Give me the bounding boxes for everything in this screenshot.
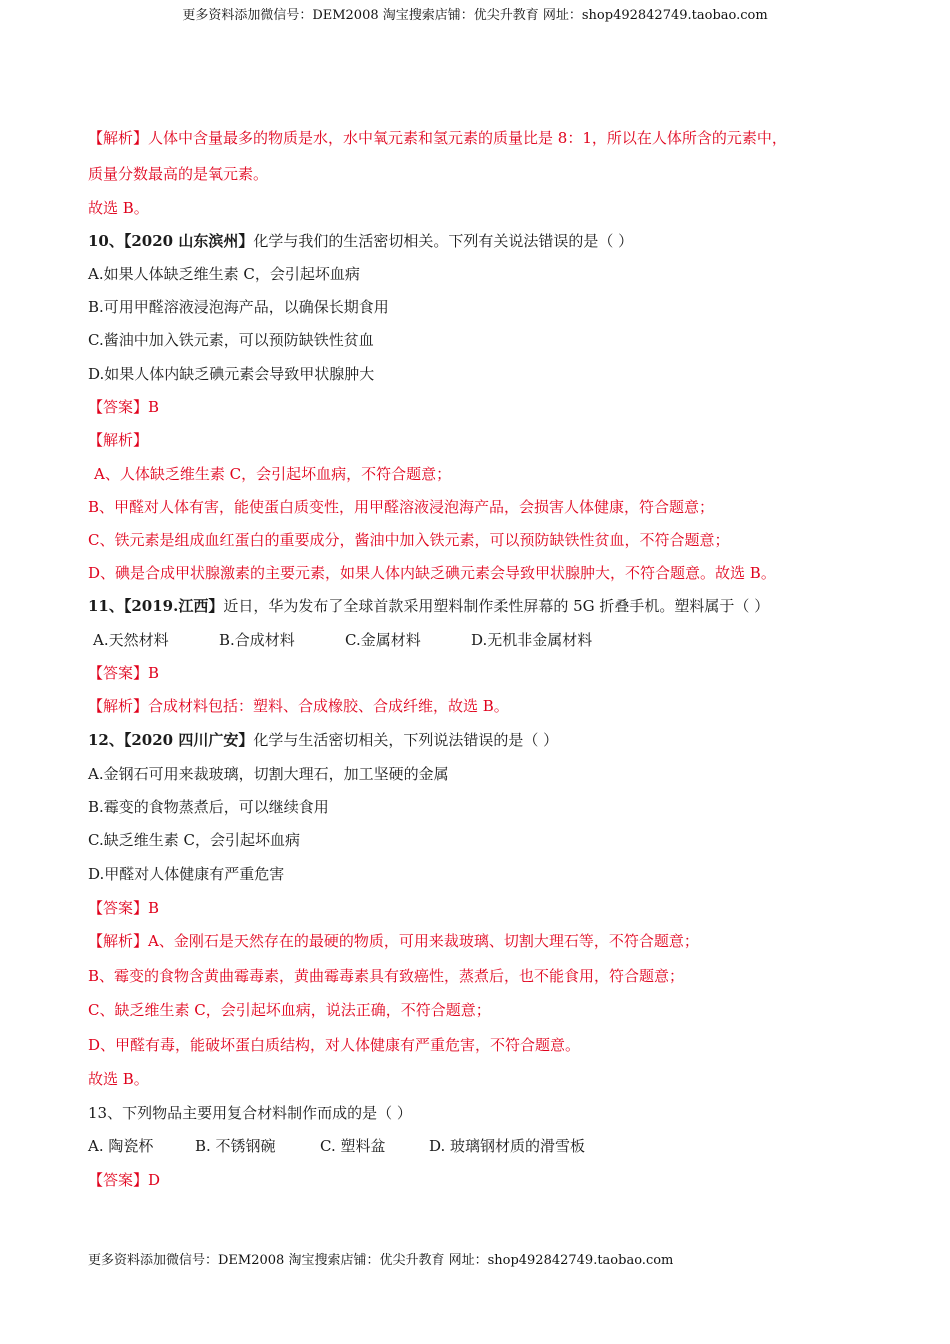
question-text: 近日，华为发布了全球首款采用塑料制作柔性屏幕的 5G 折叠手机。塑料属于（ ） (223, 597, 770, 615)
question-10-stem (88, 231, 633, 251)
analysis-text: 人体中含量最多的物质是水，水中氧元素和氢元素的质量比是 8：1，所以在人体所含的元素中， (148, 129, 787, 147)
q12-analysis-b: B、霉变的食物含黄曲霉毒素，黄曲霉毒素具有致癌性，蒸煮后，也不能食用，符合题意； (88, 967, 685, 985)
analysis-tag: 【解析】 (88, 697, 149, 715)
question-source: 【2020 四川广安】 (123, 731, 254, 749)
question-11-stem (88, 596, 769, 616)
q10-option-c: C.酱油中加入铁元素，可以预防缺铁性贫血 (88, 331, 374, 349)
q10-analysis-d: D、碘是合成甲状腺激素的主要元素，如果人体内缺乏碘元素会导致甲状腺肿大，不符合题意。故选 B。 (88, 564, 776, 582)
q12-answer (88, 898, 159, 918)
q11-option-c: C.金属材料 (345, 631, 421, 649)
q10-analysis-c: C、铁元素是组成血红蛋白的重要成分，酱油中加入铁元素，可以预防缺铁性贫血，不符合题意； (88, 531, 730, 549)
page-footer: 更多资料添加微信号：DEM2008 淘宝搜索店铺：优尖升教育 网址：shop492842749.taobao.com (88, 1253, 674, 1268)
q13-option-b: B. 不锈钢碗 (195, 1137, 276, 1155)
question-source: 【2020 山东滨州】 (123, 232, 254, 250)
q13-answer (88, 1170, 160, 1190)
prev-conclusion: 故选 B。 (88, 199, 149, 217)
q10-analysis-a: A、人体缺乏维生素 C，会引起坏血病，不符合题意； (94, 465, 452, 483)
q12-analysis-c: C、缺乏维生素 C，会引起坏血病，说法正确，不符合题意； (88, 1001, 491, 1019)
answer-value: B (148, 398, 160, 416)
q13-option-a: A. 陶瓷杯 (88, 1137, 154, 1155)
answer-tag: 【答案】 (88, 1171, 149, 1189)
question-number: 10、 (88, 232, 124, 250)
answer-tag: 【答案】 (88, 899, 149, 917)
question-text: 化学与生活密切相关，下列说法错误的是（ ） (253, 731, 559, 749)
q12-option-d: D.甲醛对人体健康有严重危害 (88, 865, 285, 883)
q12-option-b: B.霉变的食物蒸煮后，可以继续食用 (88, 798, 329, 816)
q13-option-c: C. 塑料盆 (320, 1137, 386, 1155)
analysis-tag: 【解析】 (88, 129, 149, 147)
q10-option-a: A.如果人体缺乏维生素 C，会引起坏血病 (88, 265, 360, 283)
prev-analysis-line-2: 质量分数最高的是氧元素。 (88, 165, 269, 183)
answer-tag: 【答案】 (88, 664, 149, 682)
q12-analysis-d: D、甲醛有毒，能破坏蛋白质结构，对人体健康有严重危害，不符合题意。 (88, 1036, 581, 1054)
q11-option-a: A.天然材料 (93, 631, 169, 649)
answer-value: B (148, 899, 160, 917)
q10-option-b: B.可用甲醛溶液浸泡海产品，以确保长期食用 (88, 298, 389, 316)
q10-option-d: D.如果人体内缺乏碘元素会导致甲状腺肿大 (88, 365, 375, 383)
answer-value: B (148, 664, 160, 682)
q11-answer (88, 663, 159, 683)
q12-analysis-a (88, 931, 699, 951)
prev-analysis-line-1 (88, 128, 787, 148)
question-number: 12、 (88, 731, 124, 749)
question-source: 【2019.江西】 (123, 597, 224, 615)
q11-analysis (88, 696, 509, 716)
q10-analysis-tag: 【解析】 (88, 431, 149, 449)
question-text: 化学与我们的生活密切相关。下列有关说法错误的是（ ） (253, 232, 634, 250)
q11-option-d: D.无机非金属材料 (471, 631, 593, 649)
q12-option-c: C.缺乏维生素 C，会引起坏血病 (88, 831, 300, 849)
q13-option-d: D. 玻璃钢材质的滑雪板 (429, 1137, 586, 1155)
q12-option-a: A.金钢石可用来裁玻璃，切割大理石，加工坚硬的金属 (88, 765, 449, 783)
analysis-tag: 【解析】 (88, 932, 149, 950)
question-13-stem: 13、下列物品主要用复合材料制作而成的是（ ） (88, 1104, 412, 1122)
q11-option-b: B.合成材料 (219, 631, 295, 649)
question-12-stem (88, 730, 558, 750)
analysis-text: A、金刚石是天然存在的最硬的物质，可用来裁玻璃、切割大理石等，不符合题意； (148, 932, 699, 950)
page-header: 更多资料添加微信号：DEM2008 淘宝搜索店铺：优尖升教育 网址：shop492842749.taobao.com (182, 8, 768, 23)
answer-tag: 【答案】 (88, 398, 149, 416)
analysis-text: 合成材料包括：塑料、合成橡胶、合成纤维，故选 B。 (148, 697, 509, 715)
q10-answer (88, 397, 159, 417)
q12-conclusion: 故选 B。 (88, 1070, 149, 1088)
q10-analysis-b: B、甲醛对人体有害，能使蛋白质变性，用甲醛溶液浸泡海产品，会损害人体健康，符合题意； (88, 498, 715, 516)
question-number: 11、 (88, 597, 124, 615)
answer-value: D (148, 1171, 161, 1189)
